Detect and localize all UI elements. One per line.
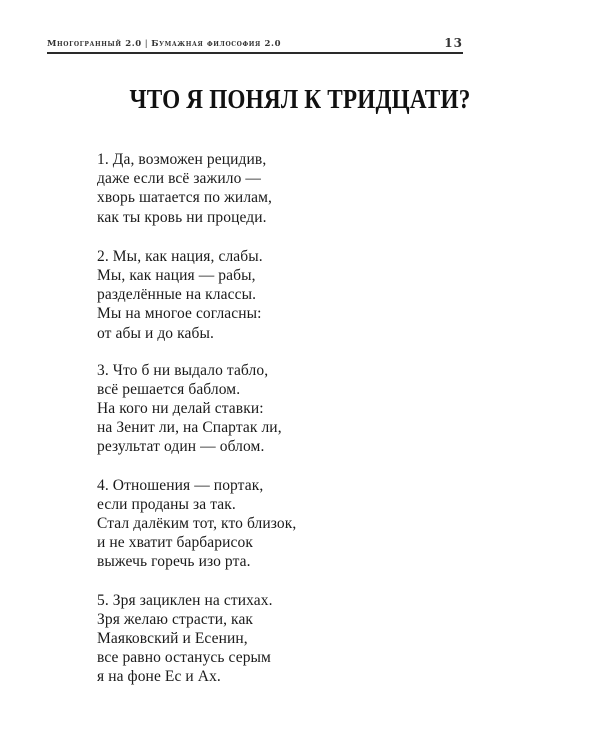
page-number: 13 [444,36,463,50]
stanza-1 [97,150,517,227]
poem-line: 4. Отношения — портак, [97,476,264,494]
poem-line: выжечь горечь изо рта. [97,553,251,571]
poem-line: от абы и до кабы. [97,324,214,342]
poem-line: Зря желаю страсти, как [97,610,254,628]
poem-line: 3. Что б ни выдало табло, [97,361,269,379]
poem-line: 1. Да, возможен рецидив, [97,151,267,168]
poem-title: ЧТО Я ПОНЯЛ К ТРИДЦАТИ? [129,84,471,114]
poem-body [97,150,517,707]
poem-line: Стал далёким тот, кто близок, [97,515,297,532]
header-separator: | [144,39,149,49]
poem-line: 5. Зря зациклен на стихах. [97,591,273,609]
header-titles [47,39,281,49]
poem-line: я на фоне Ес и Ах. [97,668,221,686]
poem-line: всё решается баблом. [97,380,241,398]
poem-line: если проданы за так. [97,495,236,513]
stanza-2 [97,247,517,343]
poem-line: хворь шатается по жилам, [97,189,273,207]
book-title: Многогранный 2.0 [47,39,142,49]
poem-line: разделённые на классы. [97,286,257,304]
poem-line: и не хватит барбарисок [97,534,253,552]
poem-line: как ты кровь ни процеди. [97,208,267,226]
poem-line: на Зенит ли, на Спартак ли, [97,419,282,437]
poem-line: На кого ни делай ставки: [97,400,264,418]
poem-line: Мы, как нация — рабы, [97,266,256,284]
section-title: Бумажная философия 2.0 [151,39,282,49]
poem-line: 2. Мы, как нация, слабы. [97,247,263,265]
stanza-3 [97,361,517,457]
stanza-5 [97,591,517,687]
poem-line: все равно останусь серым [97,649,271,667]
poem-line: даже если всё зажило — [97,170,262,188]
running-header [47,36,463,54]
poem-line: Мы на многое согласны: [97,305,262,323]
stanza-4 [97,476,517,572]
poem-line: результат один — облом. [97,438,265,456]
poem-line: Маяковский и Есенин, [97,629,248,647]
